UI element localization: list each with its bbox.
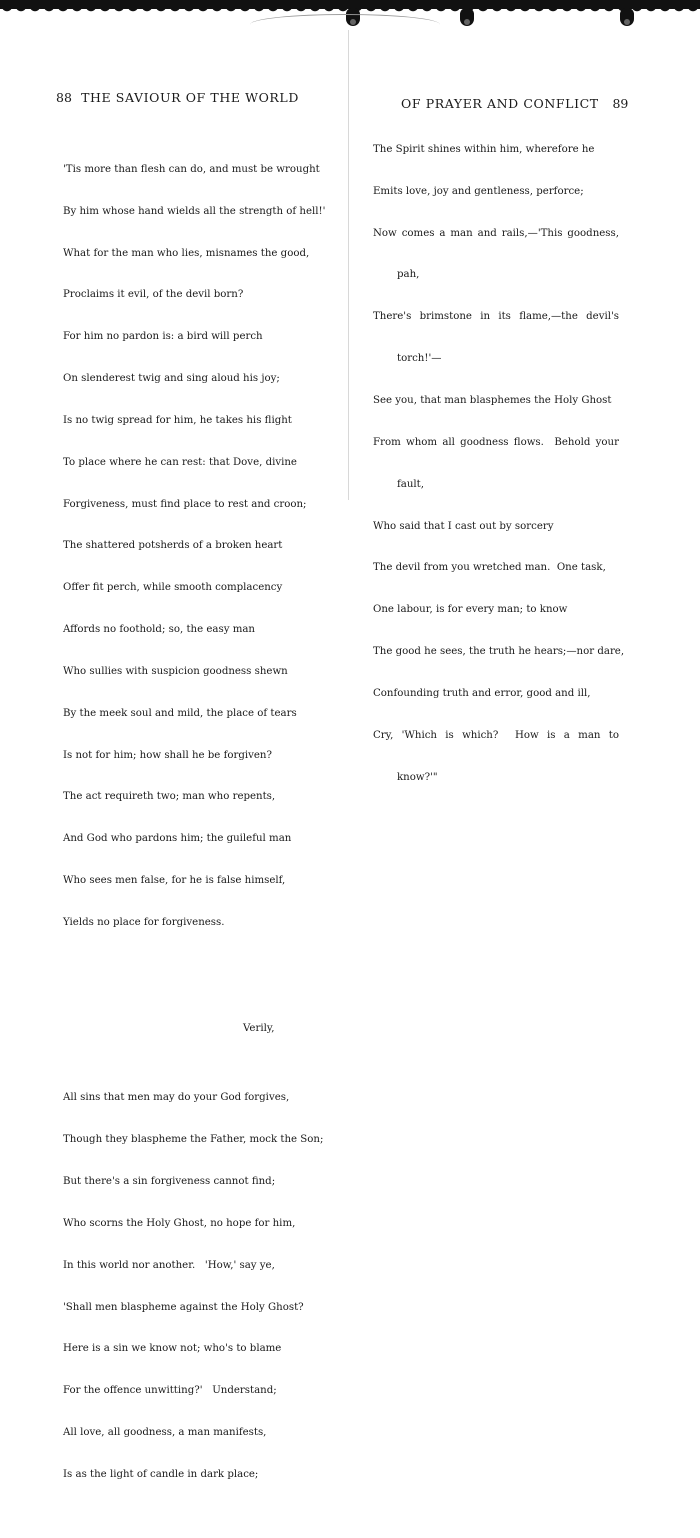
binding-ring	[460, 8, 474, 26]
verse-line: Here is a sin we know not; who's to blame	[63, 1343, 282, 1355]
verse-line: Who sees men false, for he is false himself,	[63, 875, 286, 887]
verse-line: Though they blaspheme the Father, mock the Son;	[63, 1134, 324, 1146]
book-gutter	[348, 30, 349, 500]
running-head-title: THE SAVIOUR OF THE WORLD	[81, 90, 299, 105]
verse-line-turnover: torch!'—	[397, 353, 442, 365]
stanza	[63, 1064, 325, 1510]
verse-line: Who sullies with suspicion goodness shewn	[63, 665, 288, 677]
binding-ring	[620, 8, 634, 26]
verse-line: Is not for him; how shall he be forgiven?	[63, 749, 272, 761]
verse-line: In this world nor another. 'How,' say ye,	[63, 1259, 275, 1271]
verse-line: For him no pardon is: a bird will perch	[63, 331, 263, 343]
page-number: 88	[56, 90, 72, 105]
verse-line: But there's a sin forgiveness cannot find;	[63, 1176, 276, 1188]
verse-line: Cry, 'Which is which? How is a man to	[373, 729, 619, 741]
running-head-title: OF PRAYER AND CONFLICT	[401, 96, 599, 111]
verse-line-turnover: fault,	[397, 478, 424, 490]
verse-line: The shattered potsherds of a broken heart	[63, 540, 283, 552]
verse-line: Now comes a man and rails,—'This goodness,	[373, 227, 619, 239]
verse-line: What for the man who lies, misnames the good,	[63, 247, 310, 259]
verse-line: By him whose hand wields all the strength of hell!'	[63, 205, 326, 217]
verse-line: Yields no place for forgiveness.	[63, 917, 225, 928]
verse-line: Offer fit perch, while smooth complacency	[63, 582, 283, 594]
verse-line: Emits love, joy and gentleness, perforce;	[373, 185, 584, 197]
left-page-text	[63, 107, 325, 1538]
right-running-head	[401, 96, 628, 111]
verse-line: From whom all goodness flows. Behold your	[373, 436, 619, 448]
verse-line: See you, that man blasphemes the Holy Ghost	[373, 394, 612, 406]
left-running-head	[56, 90, 299, 105]
verse-line: There's brimstone in its flame,—the devil's	[373, 311, 619, 323]
verse-line: Confounding truth and error, good and ill,	[373, 687, 591, 699]
right-page-text	[373, 115, 625, 812]
verse-line: Who said that I cast out by sorcery	[373, 520, 554, 532]
verse-line: All love, all goodness, a man manifests,	[63, 1427, 267, 1439]
verse-line: All sins that men may do your God forgives,	[63, 1092, 290, 1104]
page-number: 89	[612, 96, 629, 111]
verse-line: Proclaims it evil, of the devil born?	[63, 289, 244, 301]
verse-line: The devil from you wretched man. One task,	[373, 562, 606, 574]
verse-line-turnover: pah,	[397, 269, 420, 281]
verse-line: On slenderest twig and sing aloud his joy;	[63, 373, 280, 385]
stanza	[63, 135, 325, 958]
verse-line: For the offence unwitting?' Understand;	[63, 1385, 277, 1397]
verse-line: Affords no foothold; so, the easy man	[63, 624, 255, 636]
verse-line: The act requireth two; man who repents,	[63, 791, 276, 803]
verse-line: 'Tis more than flesh can do, and must be wrought	[63, 163, 320, 175]
page-edge-curve	[250, 14, 440, 35]
verse-line: To place where he can rest: that Dove, divine	[63, 456, 297, 468]
verse-line: 'Shall men blaspheme against the Holy Ghost?	[63, 1301, 304, 1313]
verse-line-turnover: know?'"	[397, 771, 438, 783]
verse-line: Who scorns the Holy Ghost, no hope for him,	[63, 1217, 296, 1229]
verse-line: The Spirit shines within him, wherefore he	[373, 143, 595, 155]
verse-line: And God who pardons him; the guileful man	[63, 833, 292, 845]
verse-line: One labour, is for every man; to know	[373, 604, 568, 616]
verse-line-lead: Verily,	[243, 1022, 275, 1034]
verse-line: Forgiveness, must find place to rest and croon;	[63, 498, 307, 510]
verse-line: Is no twig spread for him, he takes his flight	[63, 414, 292, 426]
verse-line: The good he sees, the truth he hears;—nor dare,	[373, 646, 625, 658]
verse-line: By the meek soul and mild, the place of tears	[63, 707, 297, 719]
stanza-gap	[63, 986, 325, 994]
verse-line: Is as the light of candle in dark place;	[63, 1469, 259, 1480]
